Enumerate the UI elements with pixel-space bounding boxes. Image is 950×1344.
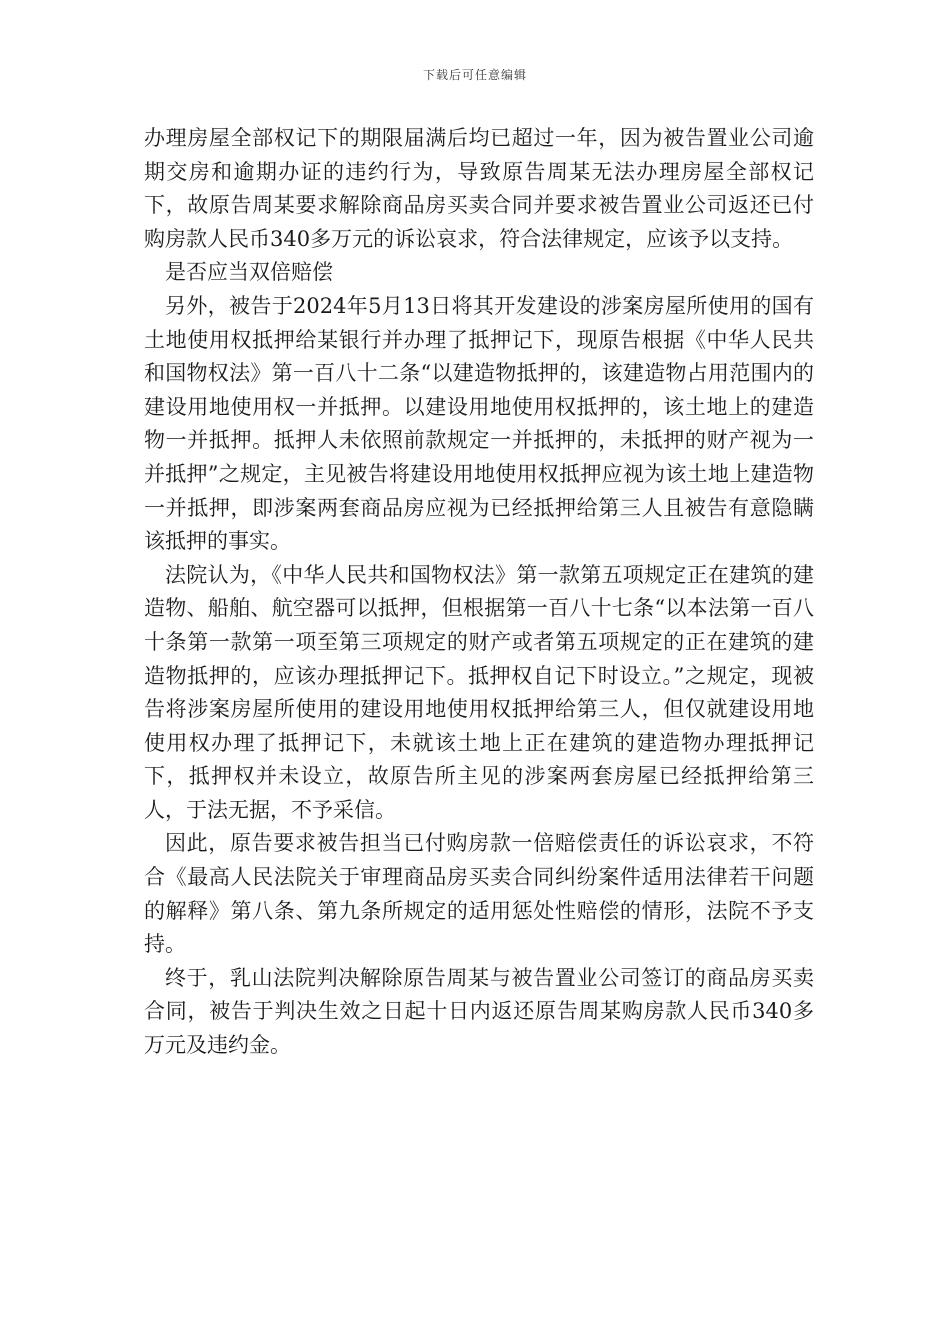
paragraph-4: 因此，原告要求被告担当已付购房款一倍赔偿责任的诉讼哀求，不符合《最高人民法院关于审理商品房买卖合同纠纷案件适用法律若干问题的解释》第八条、第九条所规定的适用惩处性赔偿的情形，法院不予支持。 — [144, 831, 814, 957]
section-heading-double-compensation: 是否应当双倍赔偿 — [165, 260, 333, 285]
page-header: 下载后可任意编辑 — [422, 68, 527, 82]
paragraph-1: 办理房屋全部权记下的期限届满后均已超过一年，因为被告置业公司逾期交房和逾期办证的违约行为，导致原告周某无法办理房屋全部权记下，故原告周某要求解除商品房买卖合同并要求被告置业公司返还已付购房款人民币340多万元的诉讼哀求，符合法律规定，应该予以支持。 — [144, 126, 814, 251]
paragraph-5: 终于，乳山法院判决解除原告周某与被告置业公司签订的商品房买卖合同，被告于判决生效之日起十日内返还原告周某购房款人民币340多万元及违约金。 — [144, 965, 814, 1058]
paragraph-2: 另外，被告于2024年5月13日将其开发建设的涉案房屋所使用的国有土地使用权抵押给某银行并办理了抵押记下，现原告根据《中华人民共和国物权法》第一百八十二条“以建造物抵押的，该建造物占用范围内的建设用地使用权一并抵押。以建设用地使用权抵押的，该土地上的建造物一并抵押。抵押人未依照前款规定一并抵押的，未抵押的财产视为一并抵押”之规定，主见被告将建设用地使用权抵押应视为该土地上建造物一并抵押，即涉案两套商品房应视为已经抵押给第三人且被告有意隐瞒该抵押的事实。 — [144, 293, 814, 554]
paragraph-3: 法院认为，《中华人民共和国物权法》第一款第五项规定正在建筑的建造物、船舶、航空器可以抵押，但根据第一百八十七条“以本法第一百八十条第一款第一项至第三项规定的财产或者第五项规定的正在建筑的建造物抵押的，应该办理抵押记下。抵押权自记下时设立。”之规定，现被告将涉案房屋所使用的建设用地使用权抵押给第三人，但仅就建设用地使用权办理了抵押记下，未就该土地上正在建筑的建造物办理抵押记下，抵押权并未设立，故原告所主见的涉案两套房屋已经抵押给第三人，于法无据，不予采信。 — [144, 562, 814, 822]
document-body — [144, 122, 814, 1063]
